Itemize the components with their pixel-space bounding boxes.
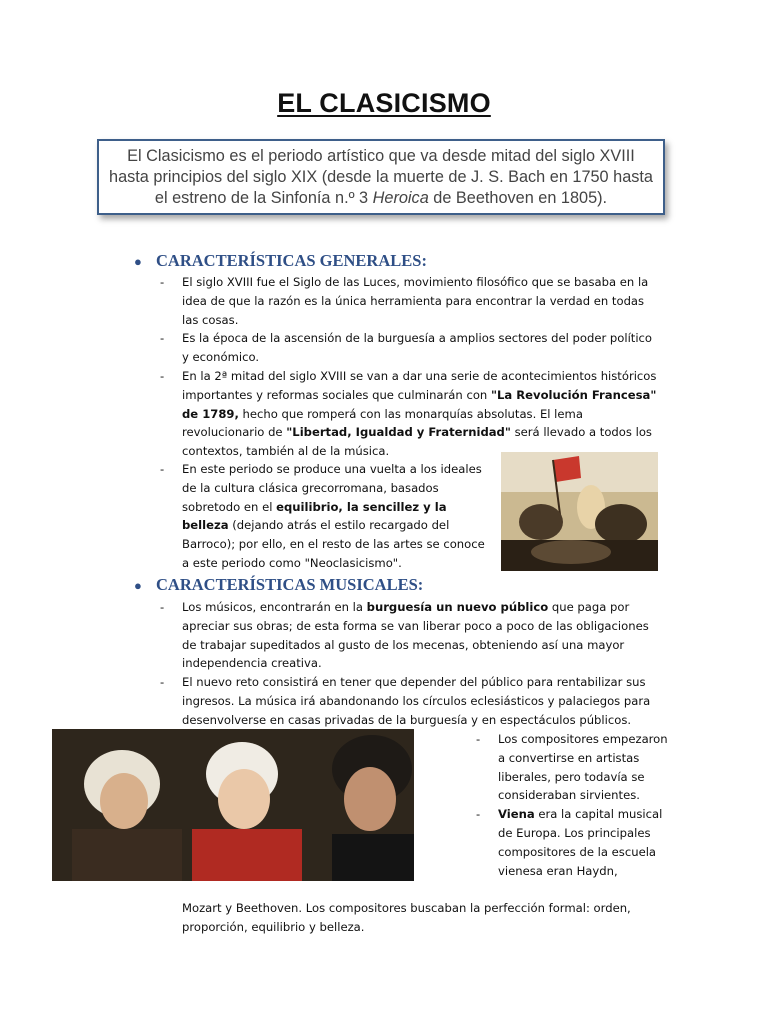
list-item: - El siglo XVIII fue el Siglo de las Luces, movimiento filosófico que se basaba en la idea de que la razón es la única herramienta para encontrar la verdad en todas las cosas. (160, 275, 649, 327)
intro-box (97, 139, 665, 215)
list-item: - Es la época de la ascensión de la burguesía a amplios sectores del poder político y económico. (160, 331, 653, 365)
heading-musical: ● CARACTERÍSTICAS MUSICALES: (134, 575, 424, 594)
general-list (160, 273, 660, 461)
closing-text: Mozart y Beethoven. Los compositores buscaban la perfección formal: orden, proporción, equilibrio y belleza. (182, 901, 631, 934)
list-item: - Viena era la capital musical de Europa. Los principales compositores de la escuela vienesa eran Haydn, (476, 807, 663, 878)
page-title: EL CLASICISMO (277, 88, 491, 118)
list-item: - Los músicos, encontrarán en la burguesía un nuevo público que paga por apreciar sus obras; de esta forma se van liberar poco a poco de las obligaciones de trabajar supeditados al gusto de los mecenas, obteniendo así una mayor independencia creativa. (160, 600, 649, 671)
general-list-cont (160, 460, 490, 573)
composers-portrait-icon (52, 729, 414, 881)
list-item: - El nuevo reto consistirá en tener que depender del público para rentabilizar sus ingresos. La música irá abandonando los círculos eclesiásticos y palaciegos para desenvolverse en casas privadas de la burguesía y en espectáculos públicos. (160, 675, 651, 727)
list-item: - En la 2ª mitad del siglo XVIII se van a dar una serie de acontecimientos históricos importantes y reformas sociales que culminarán con "La Revolución Francesa" de 1789, hecho que romperá con las monarquías absolutas. El lema revolucionario de "Libertad, Igualdad y Fraternidad" será llevado a todos los contextos, también al de la música. (160, 368, 657, 459)
heading-general: ● CARACTERÍSTICAS GENERALES: (134, 251, 427, 270)
liberty-painting-icon (501, 452, 658, 571)
liberty-painting-image (501, 452, 658, 571)
intro-text: El Clasicismo es el periodo artístico que va desde mitad del siglo XVIII hasta principios del siglo XIX (desde la muerte de J. S. Bach en 1750 hasta el estreno de la Sinfonía n.º 3 Heroica de Beethoven en 1805). (109, 146, 653, 207)
list-item: - En este periodo se produce una vuelta a los ideales de la cultura clásica grecorromana, basados sobretodo en el equilibrio, la sencillez y la belleza (dejando atrás el estilo recargado del Barroco); por ello, en el resto de las artes se conoce a este periodo como "Neoclasicismo". (160, 462, 485, 570)
bullet-icon: ● (134, 254, 142, 269)
composers-portrait-image (52, 729, 414, 881)
list-item: - Los compositores empezaron a convertirse en artistas liberales, pero todavía se consideraban sirvientes. (476, 732, 668, 803)
musical-list (160, 598, 660, 730)
bullet-icon: ● (134, 578, 142, 593)
musical-list-cont (476, 730, 676, 880)
